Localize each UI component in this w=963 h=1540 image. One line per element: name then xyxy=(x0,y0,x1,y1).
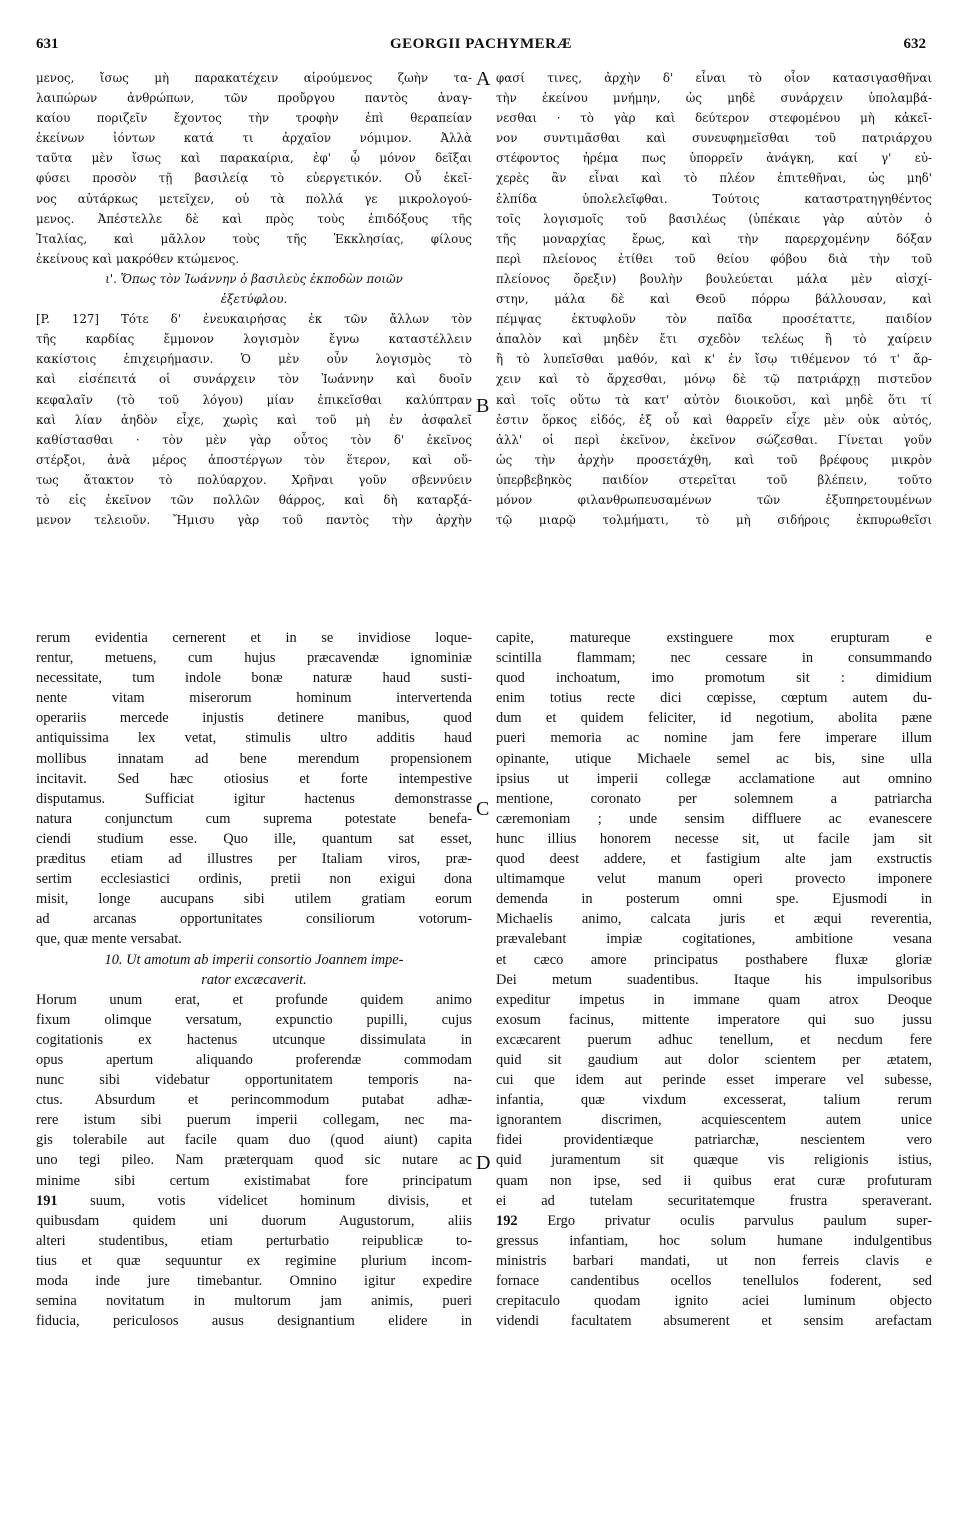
latin-line: excæcarent puerum adhuc tenellum, et necdum fere xyxy=(496,1031,932,1048)
greek-line: καὶ τοῖς οὕτω τὰ κατ' αὐτὸν διοικοῦσι, καὶ μηδὲ ὅτι τί xyxy=(496,392,932,407)
latin-line: quibusdam quidem uni duorum Augustorum, aliis xyxy=(36,1212,472,1229)
latin-line: pueri memoria ac nomine jam fere imperare illum xyxy=(496,730,932,747)
latin-line: rere istum sibi puerum imperii collegam, nec ma- xyxy=(36,1112,472,1129)
latin-line: moda inde jure timebantur. Omnino igitur expedire xyxy=(36,1273,472,1289)
latin-line: rerum evidentia cernerent et in se invidiose loque- xyxy=(36,630,472,646)
latin-line: prævalebant impiæ cogitationes, ambitione vesana xyxy=(496,931,932,948)
latin-line: gis tolerabile aut facile quam duo (quod aiunt) capita xyxy=(36,1132,472,1149)
latin-line: gressus infantiam, hoc solum humane indulgentibus xyxy=(496,1232,932,1249)
latin-line: quid juramentum sit quæque vis religionis istius, xyxy=(496,1152,932,1169)
latin-line: scintilla flammam; nec cessare in consummando xyxy=(496,650,932,667)
latin-line: Dei metum suadentibus. Itaque his impulsoribus xyxy=(496,971,932,988)
latin-line: sertim ecclesiastici ordinis, pretii non exigui dona xyxy=(36,871,472,888)
latin-line: enim totius recte dici cœpisse, cœptum autem du- xyxy=(496,690,932,707)
latin-line: mentione, coronato per solemnem a patriarcha xyxy=(496,790,932,807)
greek-line: φύσει προσὸν τῇ βασιλείᾳ τὸ εὐεργετικόν. Οὗ ἐκεῖ- xyxy=(36,171,472,186)
latin-line: tius et quæ sequuntur ex regimine plurium incom- xyxy=(36,1252,472,1269)
latin-line: opinante, utique Michaele semel ac bis, sine ulla xyxy=(496,750,932,767)
latin-line: nente vitam miserorum hominum intervertenda xyxy=(36,690,472,707)
greek-line: στέρξοι, ἀνὰ μέρος ἀποστέργων τὸν ἕτερον, καὶ οὕ- xyxy=(36,452,472,467)
latin-line: ignorantem discrimen, acquiescentem autem unice xyxy=(496,1112,932,1129)
page-number-right: 632 xyxy=(903,36,926,52)
latin-line: dum et quidem feliciter, id negotium, abolita pæne xyxy=(496,710,932,727)
greek-line: ἁπαλὸν καὶ μηδὲν ἔτι σχεδὸν τελέως ἢ τὸ χαίρειν xyxy=(496,332,932,347)
latin-line: natura conjunctum cum suprema potestate benefa- xyxy=(36,810,472,827)
latin-line: quod inchoatum, imo promotum sit : dimidium xyxy=(496,670,932,687)
greek-line: καθίστασθαι · τὸν μὲν γὰρ οὗτος τὸν δ' ἐκεῖνος xyxy=(36,432,472,447)
latin-line: capite, matureque exstinguere mox erupturam e xyxy=(496,630,932,646)
section-heading-greek: ι'. Ὅπως τὸν Ἰωάννην ὁ βασιλεὺς ἐκποδὼν ποιῶν xyxy=(105,271,403,286)
greek-line: ὑπερβεβηκὸς παιδίον στερεῖται τοῦ βλέπειν, τοῦτο xyxy=(496,472,932,487)
greek-line: στην, μάλα δὲ καὶ Θεοῦ πόρρω βάλλουσαν, καὶ xyxy=(496,292,932,307)
latin-line: antiquissima lex vetat, stimulis ultro additis haud xyxy=(36,730,472,747)
running-title: GEORGII PACHYMERÆ xyxy=(390,36,572,52)
latin-line: fidei providentiæque patriarchæ, nescientem vero xyxy=(496,1132,932,1149)
latin-line: cui que idem aut perinde esset imperare vel subesse, xyxy=(496,1072,932,1089)
latin-line: infantia, quæ vixdum excesserat, talium rerum xyxy=(496,1092,932,1109)
margin-marker-a: A xyxy=(476,68,491,90)
latin-line: semina novitatum in multorum jam animis, pueri xyxy=(36,1293,472,1310)
section-heading-latin: rator excæcaverit. xyxy=(201,971,307,988)
greek-line: μόνον φιλανθρωπευσαμένων τῶν ἐξυπηρετουμένων xyxy=(496,492,932,507)
greek-line: περὶ πλείονος ἐτίθει τοῦ θείου φόβου διὰ τὴν τοῦ xyxy=(496,251,932,266)
greek-line: καὶ λίαν ἀηδὸν εἶχε, χωρὶς καὶ τοῦ μὴ ἐν ἀσφαλεῖ xyxy=(36,412,472,427)
latin-line: videndi facultatem absumerent et sensim arefactam xyxy=(496,1313,932,1330)
greek-line: στέφοντος ἠρέμα πως ὑπορρεῖν ἀνάγκη, καί γ' εὐ- xyxy=(496,151,932,166)
greek-line: ἀλλ' οἱ περὶ ἐκεῖνον, ἐκεῖνον σώζεσθαι. Γίνεται γοῦν xyxy=(496,432,932,447)
greek-text-right-column xyxy=(496,68,932,608)
latin-line: disputamus. Sufficiat igitur hactenus demonstrasse xyxy=(36,790,472,807)
page-reference-number: 191 xyxy=(36,1192,58,1209)
latin-line: minime sibi certum existimabat fore principatum xyxy=(36,1172,472,1189)
latin-line: exosum facinus, mittente imperatore qui suo jussu xyxy=(496,1011,932,1028)
latin-line: et cæco amore principatus posthabere fluxæ gloriæ xyxy=(496,951,932,968)
greek-line: ἐστιν ὅρκος εἰδός, ἐξ οὗ καὶ θαρρεῖν εἶχε μὲν οὐκ αὐτός, xyxy=(496,412,932,427)
latin-line: ultimamque velut manum operi provecto imponere xyxy=(496,871,932,888)
greek-line: νος αὐτάρκως μετεῖχεν, οὐ τὰ πολλά γε μικρολογού- xyxy=(36,191,472,206)
margin-marker-d: D xyxy=(476,1152,491,1174)
latin-line: Michaelis animo, calcata juris et æqui reverentia, xyxy=(496,911,932,928)
greek-line: χερὲς ἂν εἶναι καὶ τὸ πλέον ἐπιτεθῆναι, ὡς μηδ' xyxy=(496,171,932,186)
greek-line: [P. 127] Τότε δ' ἐνευκαιρήσας ἐκ τῶν ἄλλων τὸν xyxy=(36,312,472,327)
latin-line: ei ad tutelam securitatemque frustra speraverant. xyxy=(496,1192,932,1209)
greek-line: τῆς μοναρχίας ἔρως, καὶ τὴν παρερχομένην δόξαν xyxy=(496,231,932,246)
latin-text-left-column xyxy=(36,628,472,1508)
greek-line: μενος. Ἀπέστελλε δὲ καὶ πρὸς τοὺς ἐπιδόξους τῆς xyxy=(36,211,472,226)
latin-line: crepitaculo quodam ignito aciei luminum objecto xyxy=(496,1293,932,1310)
greek-text-left-column xyxy=(36,68,472,608)
latin-line: alteri studentibus, etiam perturbatio reipublicæ to- xyxy=(36,1232,472,1249)
latin-line: mollibus innatam ad bene merendum propensionem xyxy=(36,750,472,767)
latin-line: quam non ipse, sed ii quibus erat curæ profuturam xyxy=(496,1172,932,1189)
latin-line: cogitationis ex hactenus utcunque dissimulata in xyxy=(36,1031,472,1048)
latin-line: fiducia, periculosos ausus designantium elidere in xyxy=(36,1313,472,1330)
latin-line: quid sit gaudium aut dolor scientem per ætatem, xyxy=(496,1051,932,1068)
latin-line: cæremoniam ; unde sensim diffluere ac evanescere xyxy=(496,810,932,827)
latin-line: ministris barbari mandati, ut non ferreis clavis e xyxy=(496,1252,932,1269)
greek-line: μενος, ἴσως μὴ παρακατέχειν αἱρούμενος ζωὴν τα- xyxy=(36,71,472,85)
latin-line: quod deest addere, et fastigium alte jam exstructis xyxy=(496,851,932,868)
greek-line: τοῖς λογισμοῖς τοῦ βασιλέως (ὑπέκαιε γὰρ αὐτὸν ὁ xyxy=(496,211,932,226)
latin-line: præditus etiam ad illustres per Italiam viros, præ- xyxy=(36,851,472,868)
greek-line: λαιπώρων ἀνθρώπων, τῶν προὔργου παντὸς ἀναγ- xyxy=(36,91,472,106)
latin-text-right-column xyxy=(496,628,932,1508)
latin-line xyxy=(496,1211,932,1231)
greek-line: ταῦτα μὲν ἴσως καὶ παρακαίρια, ἐφ' ᾧ μόνον δεῖξαι xyxy=(36,151,472,166)
greek-line: καὶ εἰσέπειτά οἱ συνάρχειν τὸν Ἰωάννην καὶ δυοῖν xyxy=(36,372,472,387)
text-fragment: Ergo privatur oculis parvulus paulum super- xyxy=(547,1212,932,1229)
latin-line: misit, longe aucupans sibi utilem gratiam eorum xyxy=(36,891,472,908)
latin-line: rentur, metuens, cum hujus præcavendæ ignominiæ xyxy=(36,650,472,667)
greek-line: καίου ποριζεῖν ἔχοντος τὴν τροφὴν ἐπὶ θεραπείαν xyxy=(36,111,472,126)
greek-line: χειν καὶ τὸ ἄρχεσθαι, μόνῳ δὲ τῷ πατριάρχῃ πιστεῦον xyxy=(496,372,932,387)
latin-line: que, quæ mente versabat. xyxy=(36,931,182,948)
greek-line: τῆς καρδίας ἔμμονον λογισμὸν ἔγνω καταστέλλειν xyxy=(36,332,472,347)
greek-line: πέμψας ἐκτυφλοῦν τὸν παῖδα προσέταττε, παιδίον xyxy=(496,312,932,327)
greek-line: ἢ τὸ λυπεῖσθαι μαθόν, καὶ κ' ἐν ἴσῳ τιθέμενον τό τ' ἄρ- xyxy=(496,352,932,367)
latin-line: operariis mercede injustis detinere manibus, quod xyxy=(36,710,472,727)
greek-line: ὡς τὴν ἀρχὴν προσετάχθη, καὶ τοῦ βρέφους μικρὸν xyxy=(496,452,932,467)
page-reference-number: 192 xyxy=(496,1212,518,1229)
latin-line: necessitate, tum indole bonæ naturæ haud susti- xyxy=(36,670,472,687)
latin-line: demenda in posterum omni spe. Ejusmodi in xyxy=(496,891,932,908)
latin-line: Horum unum erat, et profunde quidem animo xyxy=(36,991,472,1008)
greek-line: τως ἄτακτον τὸ πολύαρχον. Χρῆναι γοῦν σβεννύειν xyxy=(36,472,472,487)
latin-line: ciendi studium esse. Quo ille, quantum sat esset, xyxy=(36,830,472,847)
greek-line: φασί τινες, ἀρχὴν δ' εἶναι τὸ οἷον κατασιγασθῆναι xyxy=(496,71,932,85)
greek-line: ἐκείνων ἰόντων κατά τι ἀρχαῖον νόμιμον. Ἀλλὰ xyxy=(36,131,472,146)
greek-line: κεφαλαῖν (τὸ τοῦ λόγου) μίαν ἐπικεῖσθαι καλύπτραν xyxy=(36,392,472,407)
greek-line: ἐλπίδα ὑπολελεῖφθαι. Τούτοις καταστρατηγηθέντος xyxy=(496,191,932,206)
latin-line: expeditur impetus in immane quam atrox Deoque xyxy=(496,991,932,1008)
latin-line: fixum olimque versatum, expunctio pupilli, cujus xyxy=(36,1011,472,1028)
latin-line: uno tegi pileo. Nam præterquam quod sic nutare ac xyxy=(36,1152,472,1169)
latin-line: ad arcanas opportunitates consiliorum votorum- xyxy=(36,911,472,928)
margin-marker-c: C xyxy=(476,798,490,820)
greek-line: τὸ εἰς ἐκεῖνον τῶν πολλῶν θάρρος, καὶ δὴ καταρξά- xyxy=(36,492,472,507)
latin-line: incitavit. Sed hæc otiosius et forte intempestive xyxy=(36,770,472,787)
greek-line: κακίστοις ἐπιχειρήμασιν. Ὁ μὲν οὖν λογισμὸς τὸ xyxy=(36,352,472,367)
latin-line xyxy=(36,1191,472,1211)
greek-line: Ἰταλίας, καὶ μᾶλλον τοὺς τῆς Ἐκκλησίας, φίλους xyxy=(36,231,472,246)
section-heading-latin: 10. Ut amotum ab imperii consortio Joannem impe- xyxy=(104,951,404,968)
page-number-left: 631 xyxy=(36,36,59,52)
greek-line: νον συντιμᾶσθαι καὶ συνευφημεῖσθαι τοῦ πατριάρχου xyxy=(496,131,932,146)
latin-line: ctus. Absurdum et perincommodum putabat adhæ- xyxy=(36,1092,472,1109)
greek-line: πλείονος ὄρεξιν) βουλὴν βουλεύεται μάλα μὲν αἰσχί- xyxy=(496,271,932,286)
margin-marker-b: B xyxy=(476,395,490,417)
latin-line: nunc sibi videbatur opportunitatem temporis na- xyxy=(36,1072,472,1089)
latin-line: ipsius ut imperii collegæ acclamatione aut omnino xyxy=(496,770,932,787)
greek-line: τῷ μιαρῷ τολμήματι, τὸ μὴ σιδήροις ἐκπυρωθεῖσι xyxy=(496,513,932,528)
latin-line: opus apertum aliquando proferendæ commodam xyxy=(36,1051,472,1068)
latin-line: fornace candentibus ocellos tenellulos foderent, sed xyxy=(496,1273,932,1289)
greek-line: νεσθαι · τὸ γὰρ καὶ δεύτερον στεφομένου μὴ κἀκεῖ- xyxy=(496,111,932,126)
page-header xyxy=(36,36,926,58)
text-fragment: suum, votis videlicet hominum divisis, et xyxy=(90,1192,472,1209)
greek-line: μενον τελειοῦν. Ἤμισυ γὰρ τοῦ παντὸς τὴν ἀρχὴν xyxy=(36,513,472,528)
greek-line: τὴν ἐκείνου μνήμην, ὡς μηδὲ συνάρχειν ὑπολαμβά- xyxy=(496,91,932,106)
latin-line: hunc illius honorem necesse sit, ut facile jam sit xyxy=(496,830,932,847)
section-heading-greek: ἐξετύφλου. xyxy=(220,292,288,307)
greek-line: ἐκείνους καὶ μακρόθεν κτώμενος. xyxy=(36,251,240,266)
